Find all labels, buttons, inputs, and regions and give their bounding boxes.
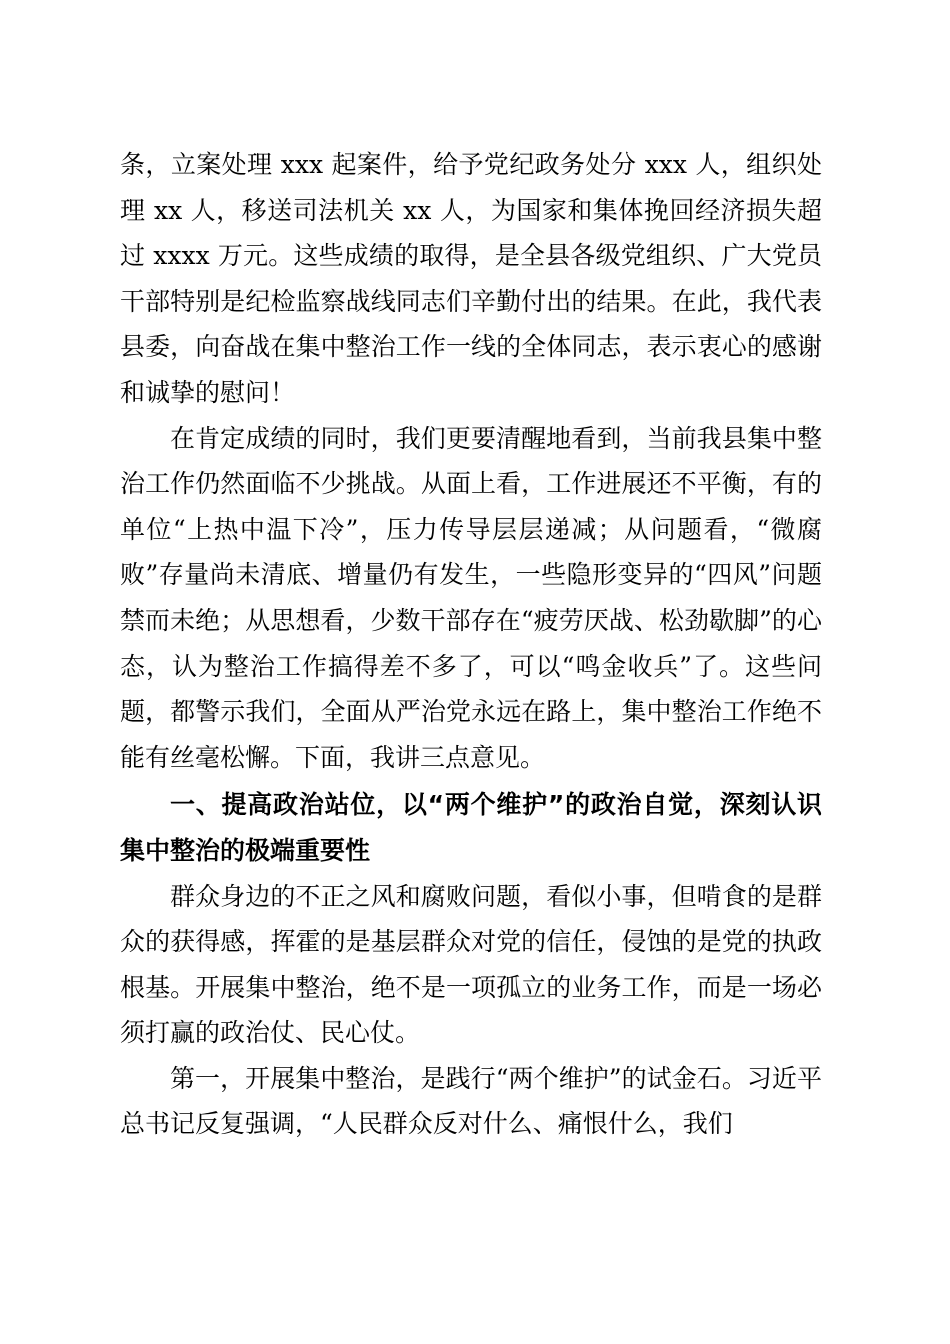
paragraph-challenges: 在肯定成绩的同时，我们更要清醒地看到，当前我县集中整治工作仍然面临不少挑战。从面上看，工作进展还不平衡，有的单位“上热中温下冷”，压力传导层层递减；从问题看，“微腐败”存量尚未清底、增量仍有发生，一些隐形变异的“四风”问题禁而未绝；从思想看，少数干部存在“疲劳厌战、松劲歇脚”的心态，认为整治工作搞得差不多了，可以“鸣金收兵”了。这些问题，都警示我们，全面从严治党永远在路上，集中整治工作绝不能有丝毫松懈。下面，我讲三点意见。 bbox=[120, 423, 822, 772]
paragraph-first-point: 第一，开展集中整治，是践行“两个维护”的试金石。习近平总书记反复强调，“人民群众反对什么、痛恨什么，我们 bbox=[120, 1063, 822, 1139]
section-heading-1: 一、提高政治站位，以“两个维护”的政治自觉，深刻认识集中整治的极端重要性 bbox=[120, 790, 822, 865]
document-page bbox=[120, 142, 822, 1147]
paragraph-importance: 群众身边的不正之风和腐败问题，看似小事，但啃食的是群众的获得感，挥霍的是基层群众对党的信任，侵蚀的是党的执政根基。开展集中整治，绝不是一项孤立的业务工作，而是一场必须打赢的政治仗、民心仗。 bbox=[120, 881, 822, 1048]
paragraph-achievements: 条，立案处理 xxx 起案件，给予党纪政务处分 xxx 人，组织处理 xx 人，移送司法机关 xx 人，为国家和集体挽回经济损失超过 xxxx 万元。这些成绩的取得，是全县各级党组织、广大党员干部特别是纪检监察战线同志们辛勤付出的结果。在此，我代表县委，向奋战在集中整治工作一线的全体同志，表示衷心的感谢和诚挚的慰问！ bbox=[120, 150, 822, 407]
